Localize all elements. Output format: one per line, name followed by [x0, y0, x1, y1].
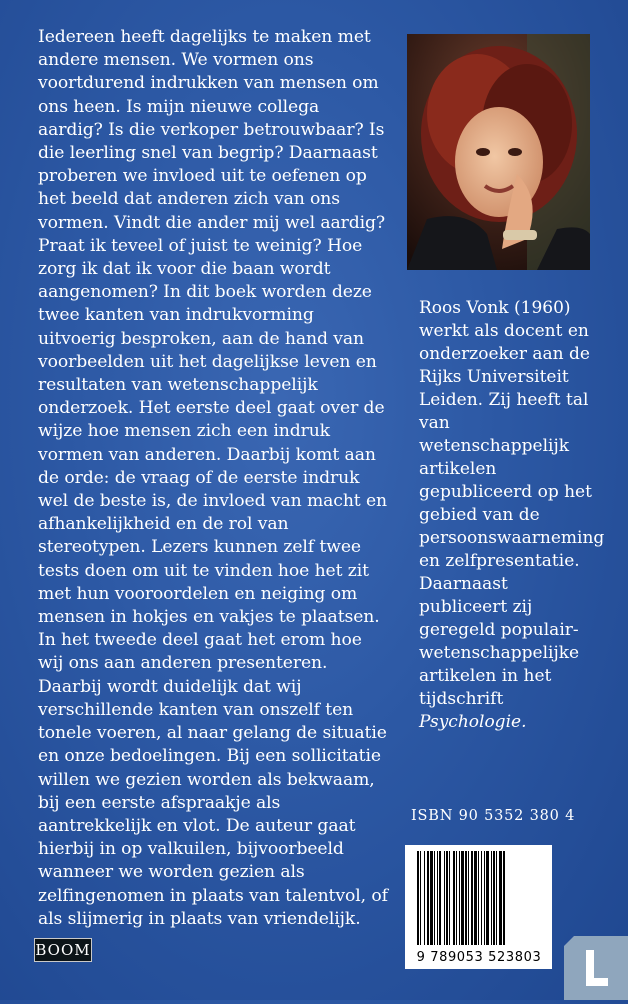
barcode-bar [493, 851, 495, 945]
magazine-title: Psychologie. [419, 712, 527, 732]
barcode-bar [486, 851, 489, 945]
barcode-bar [503, 851, 505, 945]
barcode-bar [461, 851, 464, 945]
description-paragraph-1: Iedereen heeft dagelijks te maken met andere mensen. We vormen ons voortdurend indrukken van mensen om ons heen. Is mijn nieuwe collega aardig? Is die verkoper betrouwbaar? Is die leerling snel van begrip? Daarnaast proberen we invloed uit te oefenen op het beeld dat anderen zich van ons vormen. Vindt die ander mij wel aardig? Praat ik teveel of juist te weinig? Hoe zorg ik dat ik voor die baan wordt aangenomen? In dit boek worden deze twee kanten van indrukvorming uitvoerig besproken, aan de hand van voorbeelden uit het dagelijkse leven en resultaten van wetenschappelijk onderzoek. Het eerste deel gaat over de wijze hoe mensen zich een indruk vormen van anderen. Daarbij komt aan de orde: de vraag of de eerste indruk wel de beste is, de invloed van macht en afhankelijkheid en de rol van stereotypen. Lezers kunnen zelf twee tests doen om uit te vinden hoe het zit met hun vooroordelen en neiging om mensen in hokjes en vakjes te plaatsen. [38, 27, 387, 628]
author-bio-text [419, 297, 605, 734]
barcode [405, 845, 552, 969]
watermark-logo [564, 936, 628, 1000]
lt-logo-icon [564, 936, 628, 1000]
barcode-bar [427, 851, 429, 945]
barcode-bar [453, 851, 455, 945]
barcode-bar [484, 851, 485, 945]
barcode-bar [449, 851, 450, 945]
barcode-bar [439, 851, 441, 945]
barcode-number: 9 789053 523803 [416, 950, 542, 965]
publisher-logo: BOOM [34, 938, 92, 962]
barcode-bar [468, 851, 469, 945]
isbn-number: ISBN 90 5352 380 4 [411, 808, 576, 824]
barcode-bar [471, 851, 473, 945]
barcode-bar [437, 851, 438, 945]
barcode-bar [456, 851, 457, 945]
barcode-bar [465, 851, 467, 945]
barcode-bar [496, 851, 497, 945]
barcode-bar [499, 851, 502, 945]
author-bio-body: Roos Vonk (1960) werkt als docent en onderzoeker aan de Rijks Universiteit Leiden. Zij heeft tal van wetenschappelijk artikelen gepubliceerd op het gebied van de persoonswaarneming en zelfpresentatie. Daarnaast publiceert zij geregeld populair-wetenschappelijke artikelen in het tijdschrift [419, 298, 605, 709]
back-cover-description [38, 26, 388, 931]
author-bio [419, 297, 605, 734]
barcode-bar [430, 851, 433, 945]
barcode-bar [424, 851, 425, 945]
barcode-bar [481, 851, 482, 945]
barcode-bar [434, 851, 435, 945]
author-photo [407, 34, 590, 270]
barcode-bar [446, 851, 448, 945]
description-paragraph-2: In het tweede deel gaat het erom hoe wij ons aan anderen presenteren. Daarbij wordt duidelijk dat wij verschillende kanten van onszelf ten tonele voeren, al naar gelang de situatie en onze bedoelingen. Bij een sollicitatie willen we gezien worden als bekwaam, bij een eerste afspraakje als aantrekkelijk en vlot. De auteur gaat hierbij in op valkuilen, bijvoorbeeld wanneer we worden gezien als zelfingenomen in plaats van talentvol, of als slijmerig in plaats van vriendelijk. [38, 630, 388, 929]
barcode-bar [444, 851, 445, 945]
barcode-bars [405, 851, 552, 951]
barcode-bar [417, 851, 419, 945]
barcode-bar [478, 851, 479, 945]
author-portrait-image [407, 34, 590, 270]
barcode-bar [420, 851, 421, 945]
barcode-bar [474, 851, 477, 945]
barcode-bar [459, 851, 460, 945]
barcode-bar [491, 851, 492, 945]
